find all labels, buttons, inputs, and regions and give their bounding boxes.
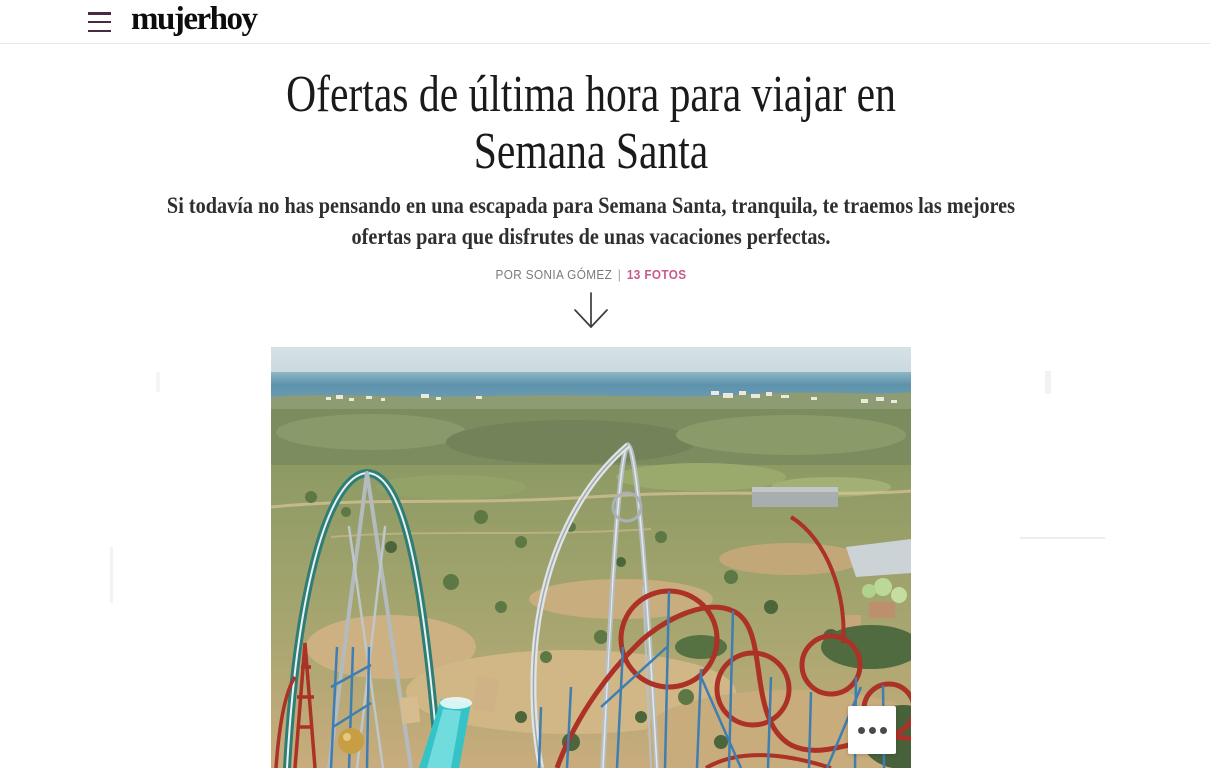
site-header (0, 0, 1210, 44)
byline-separator: | (617, 268, 622, 282)
down-arrow-icon[interactable] (568, 291, 614, 331)
gallery-photo[interactable] (271, 347, 911, 768)
byline-author: POR SONIA GÓMEZ (495, 268, 613, 282)
title-line-2: Semana Santa (473, 123, 709, 180)
carousel-edge-artifact (110, 547, 113, 603)
page-title (151, 66, 1031, 180)
theme-park-photo (271, 347, 911, 768)
photos-count-link[interactable]: 13 FOTOS (626, 268, 687, 282)
carousel-edge-artifact (1020, 537, 1105, 539)
carousel-edge-artifact (156, 372, 160, 392)
hamburger-icon (88, 12, 111, 15)
ellipsis-icon (858, 727, 865, 734)
title-line-1: Ofertas de última hora para viajar en (286, 66, 896, 123)
article-content (0, 66, 1182, 768)
article-subtitle: Si todavía no has pensando en una escapada para Semana Santa, tranquila, te traemos las mejores ofertas para que disfrutes de unas vacaciones perfectas. (166, 193, 1016, 249)
byline (35, 268, 1146, 283)
carousel-edge-artifact (1045, 371, 1051, 394)
more-options-button[interactable] (848, 706, 896, 754)
site-logo[interactable]: mujerhoy (131, 1, 257, 37)
menu-button[interactable] (88, 12, 111, 32)
